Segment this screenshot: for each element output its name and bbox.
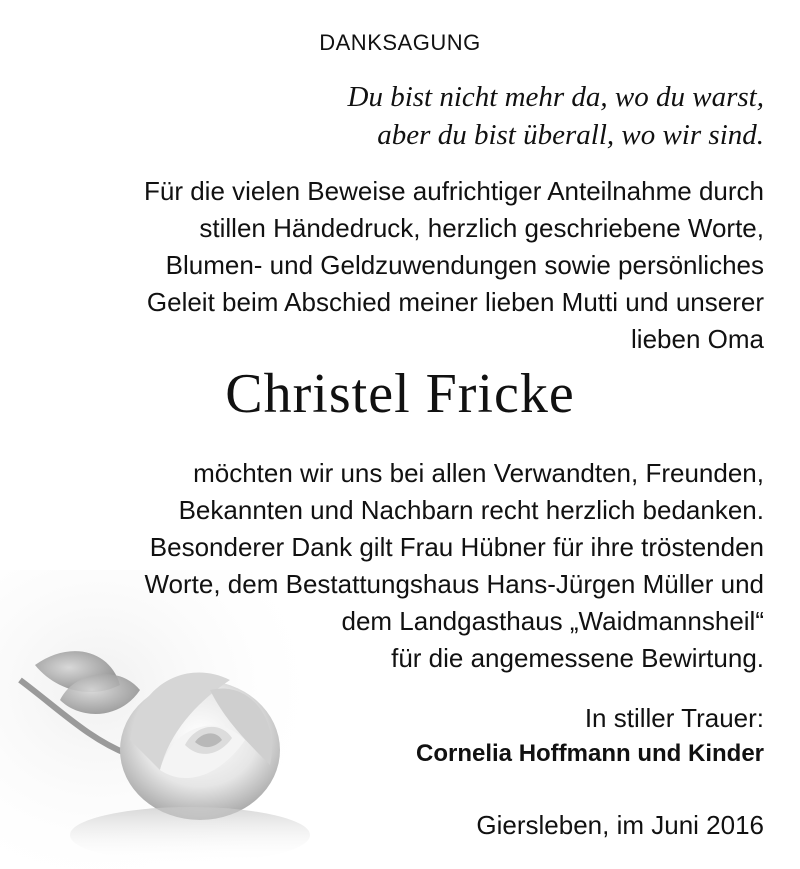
thanks-line: möchten wir uns bei allen Verwandten, Freunden, bbox=[193, 458, 764, 488]
thanks-line: für die angemessene Bewirtung. bbox=[391, 643, 764, 673]
deceased-name: Christel Fricke bbox=[225, 363, 575, 425]
mourning-label: In stiller Trauer: bbox=[584, 703, 764, 733]
thanks-line: Worte, dem Bestattungshaus Hans-Jürgen Müller und bbox=[144, 569, 764, 599]
intro-line: Für die vielen Beweise aufrichtiger Anteilnahme durch bbox=[143, 176, 764, 206]
notice-title: DANKSAGUNG bbox=[319, 30, 481, 55]
intro-line: stillen Händedruck, herzlich geschriebene Worte, bbox=[199, 213, 764, 243]
intro-paragraph bbox=[34, 173, 764, 358]
intro-line: lieben Oma bbox=[631, 324, 764, 354]
memorial-quote bbox=[348, 78, 765, 154]
thanks-line: dem Landgasthaus „Waidmannsheil“ bbox=[341, 606, 764, 636]
quote-line: Du bist nicht mehr da, wo du warst, bbox=[347, 81, 764, 113]
signers: Cornelia Hoffmann und Kinder bbox=[416, 740, 764, 767]
thanks-paragraph bbox=[34, 455, 764, 677]
thanks-line: Besonderer Dank gilt Frau Hübner für ihre tröstenden bbox=[149, 532, 764, 562]
intro-line: Geleit beim Abschied meiner lieben Mutti und unserer bbox=[146, 287, 764, 317]
intro-line: Blumen- und Geldzuwendungen sowie persönliches bbox=[165, 250, 764, 280]
thanks-line: Bekannten und Nachbarn recht herzlich bedanken. bbox=[178, 495, 764, 525]
place-date: Giersleben, im Juni 2016 bbox=[476, 810, 764, 840]
quote-line: aber du bist überall, wo wir sind. bbox=[377, 119, 764, 151]
